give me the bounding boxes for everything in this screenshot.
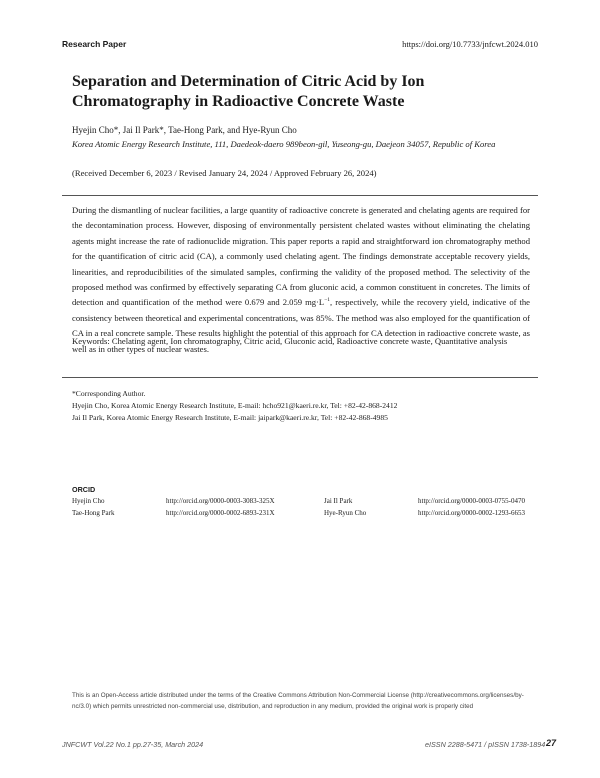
- abstract-bottom-rule: [62, 377, 538, 378]
- corresponding-line: Hyejin Cho, Korea Atomic Energy Research Institute, E-mail: hcho921@kaeri.re.kr, Tel: +82-42-868-2412: [72, 401, 398, 410]
- orcid-link[interactable]: http://orcid.org/0000-0002-6893-231X: [166, 509, 275, 517]
- orcid-heading: ORCID: [72, 485, 96, 494]
- paper-title: Separation and Determination of Citric Acid by Ion Chromatography in Radioactive Concrete Waste: [72, 73, 425, 110]
- orcid-name: Tae-Hong Park: [72, 509, 115, 517]
- journal-citation: JNFCWT Vol.22 No.1 pp.27-35, March 2024: [62, 740, 204, 749]
- orcid-link[interactable]: http://orcid.org/0000-0003-0755-0470: [418, 497, 525, 505]
- corresponding-heading: *Corresponding Author.: [72, 389, 146, 398]
- issn-info: eISSN 2288-5471 / pISSN 1738-1894: [425, 740, 546, 749]
- corresponding-author-block: [72, 388, 397, 424]
- corresponding-line: Jai Il Park, Korea Atomic Energy Research Institute, E-mail: jaipark@kaeri.re.kr, Tel: +82-42-868-4985: [72, 413, 388, 422]
- page-number: 27: [546, 738, 557, 748]
- abstract-text-part2: , respectively, while the recovery yield, indicative of the consistency between theoretical and experimental concentrations, was 85%. The method was also employed for the quantification of CA in a real concrete sample. These results highlight the potential of this approach for CA detection in radioactive concrete waste, as well as in other types of nuclear wastes.: [72, 297, 530, 354]
- orcid-name: Jai Il Park: [324, 497, 353, 505]
- orcid-name: Hyejin Cho: [72, 497, 105, 505]
- unit-superscript: −1: [324, 297, 331, 304]
- affiliation: Korea Atomic Energy Research Institute, 111, Daedeok-daero 989beon-gil, Yuseong-gu, Daejeon 34057, Republic of Korea: [72, 139, 496, 149]
- orcid-link[interactable]: http://orcid.org/0000-0002-1293-6653: [418, 509, 525, 517]
- orcid-name: Hye-Ryun Cho: [324, 509, 367, 517]
- license-notice: This is an Open-Access article distributed under the terms of the Creative Commons Attribution Non-Commercial License (http://creativecommons.org/licenses/by-nc/3.0) which permits unrestricted non-commercial use, distribution, and reproduction in any medium, provided the original work is properly cited: [72, 692, 524, 710]
- keywords: Keywords: Chelating agent, Ion chromatography, Citric acid, Gluconic acid, Radioactive concrete waste, Quantitative analysis: [72, 336, 508, 346]
- received-dates: (Received December 6, 2023 / Revised January 24, 2024 / Approved February 26, 2024): [72, 168, 377, 178]
- doi-link[interactable]: https://doi.org/10.7733/jnfcwt.2024.010: [402, 39, 538, 49]
- paper-type-label: Research Paper: [62, 39, 127, 49]
- abstract-text-part1: During the dismantling of nuclear facilities, a large quantity of radioactive concrete is generated and chelating agents are required for the decontamination process. However, disposing of environmentally persistent chelated wastes without eliminating the chelating agents might increase the rate of radionuclide migration. This paper reports a rapid and straightforward ion chromatography method for the quantification of citric acid (CA), a commonly used chelating agent. The findings demonstrate acceptable recovery yields, linearities, and reproducibilities of the simulated samples, confirming the validity of the proposed method. The selectivity of the proposed method was confirmed by effectively separating CA from gluconic acid, a common constituent in concretes. The limits of detection and quantification of the method were 0.679 and 2.059 mg·L: [72, 205, 530, 308]
- author-list: Hyejin Cho*, Jai Il Park*, Tae-Hong Park, and Hye-Ryun Cho: [72, 125, 297, 135]
- orcid-link[interactable]: http://orcid.org/0000-0003-3083-325X: [166, 497, 275, 505]
- abstract-top-rule: [62, 195, 538, 196]
